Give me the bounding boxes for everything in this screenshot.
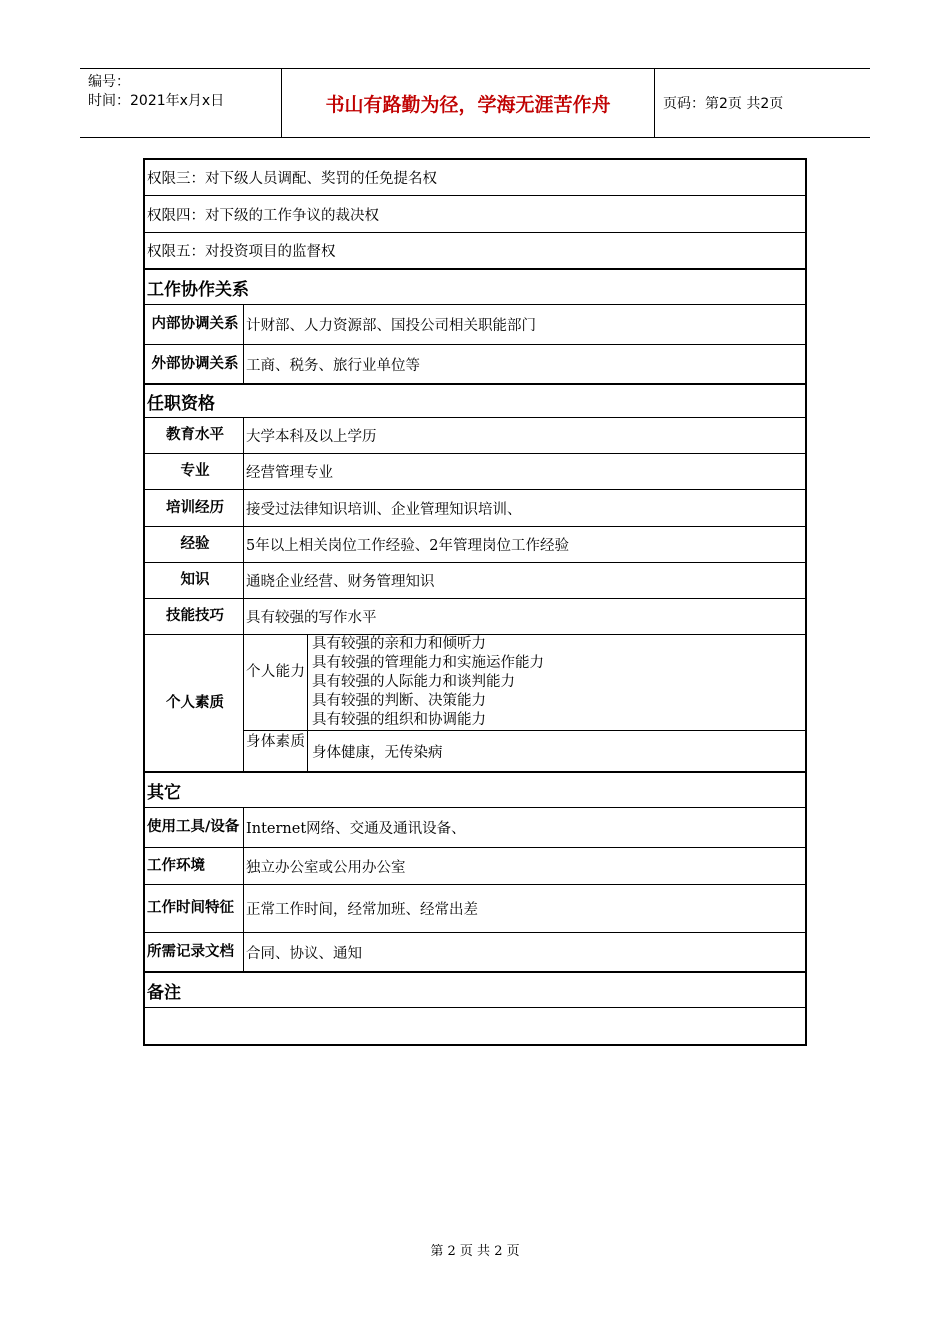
job-description-table (143, 158, 807, 1046)
section-title: 工作协作关系 (147, 279, 249, 300)
internal-relations-label: 内部协调关系 (145, 305, 244, 344)
physical-subrow (244, 731, 805, 771)
time-label: 时间：2021年x月x日 (88, 93, 225, 109)
qualification-row (145, 563, 805, 599)
qualification-label: 经验 (145, 527, 244, 562)
qualification-value: 具有较强的写作水平 (246, 610, 377, 626)
other-value: 合同、协议、通知 (246, 945, 362, 962)
ability-line: 具有较强的管理能力和实施运作能力 (312, 655, 544, 671)
notes-row (145, 1008, 805, 1044)
section-header-qualifications (145, 385, 805, 418)
physical-value: 身体健康，无传染病 (312, 744, 443, 761)
ability-line: 具有较强的人际能力和谈判能力 (312, 674, 515, 690)
other-value: 独立办公室或公用办公室 (246, 859, 406, 876)
other-row (145, 885, 805, 933)
section-title: 任职资格 (147, 393, 215, 414)
code-label: 编号： (88, 74, 130, 90)
authority-text: 权限五：对投资项目的监督权 (147, 244, 336, 260)
ability-subrow (244, 635, 805, 731)
qualification-value: 5年以上相关岗位工作经验、2年管理岗位工作经验 (246, 538, 569, 554)
external-relations-row (145, 345, 805, 385)
header-motto-cell (281, 69, 655, 137)
authority-text: 权限四：对下级的工作争议的裁决权 (147, 207, 379, 224)
qualification-label: 专业 (145, 454, 244, 489)
other-label: 工作时间特征 (145, 885, 244, 932)
external-relations-label: 外部协调关系 (145, 345, 244, 383)
notes-value (145, 1008, 805, 1044)
motto: 书山有路勤为径，学海无涯苦作舟 (325, 93, 611, 116)
ability-line: 具有较强的组织和协调能力 (312, 712, 486, 728)
ability-lines (308, 635, 805, 730)
page-footer: 第 2 页 共 2 页 (430, 1244, 520, 1259)
authority-row (145, 233, 805, 270)
qualification-row (145, 527, 805, 563)
other-row (145, 808, 805, 848)
other-value: 正常工作时间，经常加班、经常出差 (246, 902, 478, 918)
authority-row (145, 196, 805, 233)
section-header-relations (145, 270, 805, 305)
qualification-label: 技能技巧 (145, 599, 244, 634)
qualification-label: 培训经历 (145, 490, 244, 526)
ability-line: 具有较强的判断、决策能力 (312, 693, 486, 709)
qualification-row (145, 454, 805, 490)
section-header-other (145, 773, 805, 808)
qualification-value: 接受过法律知识培训、企业管理知识培训、 (246, 501, 522, 518)
qualification-row (145, 418, 805, 454)
section-title: 备注 (147, 982, 181, 1003)
other-row (145, 933, 805, 973)
ability-line: 具有较强的亲和力和倾听力 (312, 636, 486, 652)
external-relations-value: 工商、税务、旅行业单位等 (246, 357, 420, 374)
qualification-row (145, 599, 805, 635)
other-label: 使用工具/设备 (145, 808, 244, 847)
other-label: 工作环境 (145, 848, 244, 884)
header-page-cell (653, 69, 870, 137)
physical-label: 身体素质 (244, 731, 308, 771)
internal-relations-value: 计财部、人力资源部、国投公司相关职能部门 (246, 318, 536, 334)
qualification-label: 教育水平 (145, 418, 244, 453)
personal-qualities-label: 个人素质 (145, 635, 244, 771)
section-header-notes (145, 973, 805, 1008)
section-title: 其它 (147, 782, 181, 803)
qualification-row (145, 490, 805, 527)
qualification-value: 通晓企业经营、财务管理知识 (246, 574, 435, 590)
other-row (145, 848, 805, 885)
authority-text: 权限三：对下级人员调配、奖罚的任免提名权 (147, 171, 437, 187)
page-label: 页码：第2页 共2页 (663, 96, 784, 112)
personal-qualities-body (244, 635, 805, 771)
internal-relations-row (145, 305, 805, 345)
header-meta (80, 69, 281, 137)
authority-row (145, 160, 805, 196)
other-label: 所需记录文档 (145, 933, 244, 971)
qualification-value: 大学本科及以上学历 (246, 429, 377, 445)
ability-label: 个人能力 (244, 635, 308, 730)
personal-qualities-row (145, 635, 805, 773)
other-value: Internet网络、交通及通讯设备、 (246, 821, 466, 837)
qualification-value: 经营管理专业 (246, 465, 333, 481)
qualification-label: 知识 (145, 563, 244, 598)
page-header (80, 68, 870, 138)
